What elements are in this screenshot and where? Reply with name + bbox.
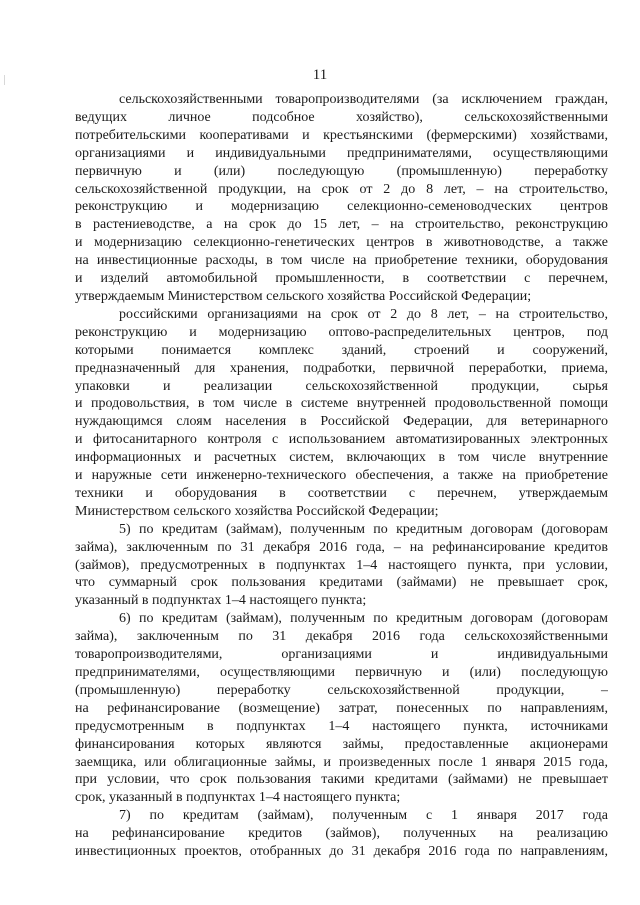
text-line: (промышленную) переработку сельскохозяйственной продукции, – (75, 682, 608, 698)
text-line: что суммарный срок пользования кредитами (займами) не превышает срок, (75, 575, 608, 591)
text-line: которыми понимается комплекс зданий, строений и сооружений, (75, 342, 608, 358)
text-line: финансирования которых являются займы, предоставленные акционерами (75, 736, 608, 752)
text-line: 6) по кредитам (займам), полученным по кредитным договорам (договорам (119, 611, 608, 627)
page-number: 11 (312, 67, 328, 83)
text-line: и продовольствия, в том числе в системе внутренней продовольственной помощи (75, 396, 608, 412)
text-line: в растениеводстве, а на срок до 15 лет, – на строительство, реконструкцию (75, 217, 608, 233)
text-line: заемщика, или облигационные займы, и произведенных после 1 января 2015 года, (75, 754, 608, 770)
text-line: сельскохозяйственными товаропроизводителями (за исключением граждан, (119, 92, 608, 107)
text-line: займа), заключенным по 31 декабря 2016 года, – на рефинансирование кредитов (75, 539, 608, 555)
text-line: информационных и расчетных систем, включающих в том числе внутренние (75, 450, 608, 466)
text-line: и изделий автомобильной промышленности, в соответствии с перечнем, (75, 271, 608, 287)
text-line: упаковки и реализации сельскохозяйственной продукции, сырья (75, 378, 608, 394)
text-line: и фитосанитарного контроля с использованием автоматизированных электронных (75, 432, 608, 448)
text-line: (займов), предусмотренных в подпунктах 1–4 настоящего пункта, при условии, (75, 557, 608, 573)
text-line: займа), заключенным по 31 декабря 2016 года сельскохозяйственными (75, 629, 608, 645)
text-line: инвестиционных проектов, отобранных до 31 декабря 2016 года по направлениям, (75, 844, 608, 860)
text-line: предпринимателями, осуществляющими первичную и (или) последующую (75, 665, 608, 680)
text-line: товаропроизводителями, организациями и индивидуальными (75, 647, 608, 663)
text-line: сельскохозяйственной продукции, на срок от 2 до 8 лет, – на строительство, (75, 181, 608, 197)
document-body (75, 91, 608, 861)
text-line: указанный в подпунктах 1–4 настоящего пункта; (75, 593, 367, 609)
text-line: российскими организациями на срок от 2 до 8 лет, – на строительство, (119, 306, 608, 322)
text-line: предназначенный для хранения, подработки, первичной переработки, приема, (75, 360, 608, 376)
text-line: на рефинансирование кредитов (займов), полученных на реализацию (75, 826, 608, 842)
text-line: 7) по кредитам (займам), полученным с 1 января 2017 года (119, 808, 608, 824)
text-line: утверждаемым Министерством сельского хозяйства Российской Федерации; (75, 288, 532, 304)
text-line: и модернизацию селекционно-генетических центров в животноводстве, а также (75, 235, 608, 251)
text-line: потребительскими кооперативами и крестьянскими (фермерскими) хозяйствами, (75, 127, 608, 143)
text-line: на рефинансирование (возмещение) затрат, понесенных по направлениям, (75, 700, 608, 716)
text-line: нуждающимся слоям населения в Российской Федерации, для ветеринарного (75, 414, 608, 430)
text-line: предусмотренным в подпунктах 1–4 настоящего пункта, источниками (75, 718, 608, 734)
text-line: организациями и индивидуальными предпринимателями, осуществляющими (75, 145, 608, 161)
text-line: реконструкцию и модернизацию селекционно-семеноводческих центров (75, 199, 608, 215)
text-line: ведущих личное подсобное хозяйство), сельскохозяйственными (75, 109, 608, 125)
text-line: Министерством сельского хозяйства Российской Федерации; (75, 503, 439, 519)
text-line: срок, указанный в подпунктах 1–4 настоящего пункта; (75, 790, 401, 806)
text-line: техники и оборудования в соответствии с перечнем, утверждаемым (75, 485, 608, 501)
text-line: и наружные сети инженерно-технического обеспечения, а также на приобретение (75, 468, 608, 484)
text-line: при условии, что срок пользования такими кредитами (займами) не превышает (75, 772, 608, 788)
text-line: на инвестиционные расходы, в том числе на приобретение техники, оборудования (75, 253, 608, 269)
text-line: реконструкцию и модернизацию оптово-распределительных центров, под (75, 324, 608, 340)
text-line: 5) по кредитам (займам), полученным по кредитным договорам (договорам (119, 521, 608, 537)
text-line: первичную и (или) последующую (промышленную) переработку (75, 163, 608, 179)
